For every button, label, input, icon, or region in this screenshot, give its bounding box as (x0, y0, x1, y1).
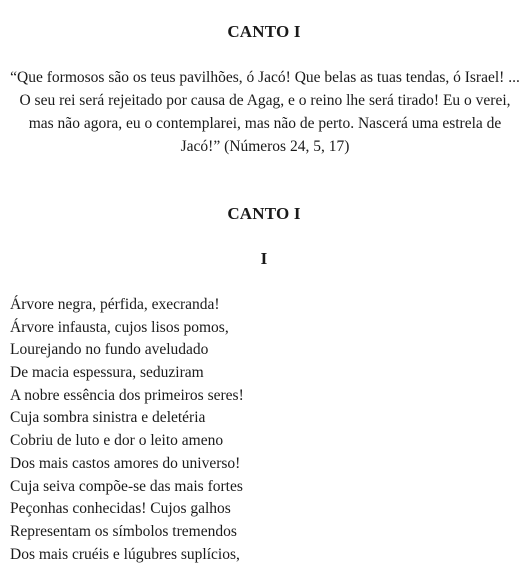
canto-title: CANTO I (227, 22, 301, 41)
poem-line: Árvore infausta, cujos lisos pomos, (10, 318, 229, 336)
epigraph-quote: “Que formosos são os teus pavilhões, ó Jacó! Que belas as tuas tendas, ó Israel! ... O seu rei será rejeitado por causa de Agag, e o reino lhe será tirado! Eu o verei, mas não agora, eu o contemplarei, mas não de perto. Nascerá uma estrela de Jacó!” (Números 24, 5, 17) (10, 69, 520, 155)
poem-line: Dos mais cruéis e lúgubres suplícios, (10, 545, 240, 563)
poem-line: De macia espessura, seduziram (10, 364, 204, 382)
part-number: I (260, 249, 268, 268)
poem-line: Lourejando no fundo aveludado (10, 341, 209, 359)
section-title: CANTO I (227, 204, 301, 223)
poem-line: Dos mais castos amores do universo! (10, 454, 241, 472)
poem-line: Representam os símbolos tremendos (10, 522, 237, 540)
poem-line: A nobre essência dos primeiros seres! (10, 386, 244, 404)
poem-line: Cuja seiva compõe-se das mais fortes (10, 477, 243, 495)
poem-stanza (10, 294, 510, 566)
poem-line: Árvore negra, pérfida, execranda! (10, 296, 220, 313)
poem-line: Peçonhas conhecidas! Cujos galhos (10, 500, 231, 518)
poem-line: Cuja sombra sinistra e deletéria (10, 409, 206, 427)
poem-line: Cobriu de luto e dor o leito ameno (10, 432, 224, 450)
